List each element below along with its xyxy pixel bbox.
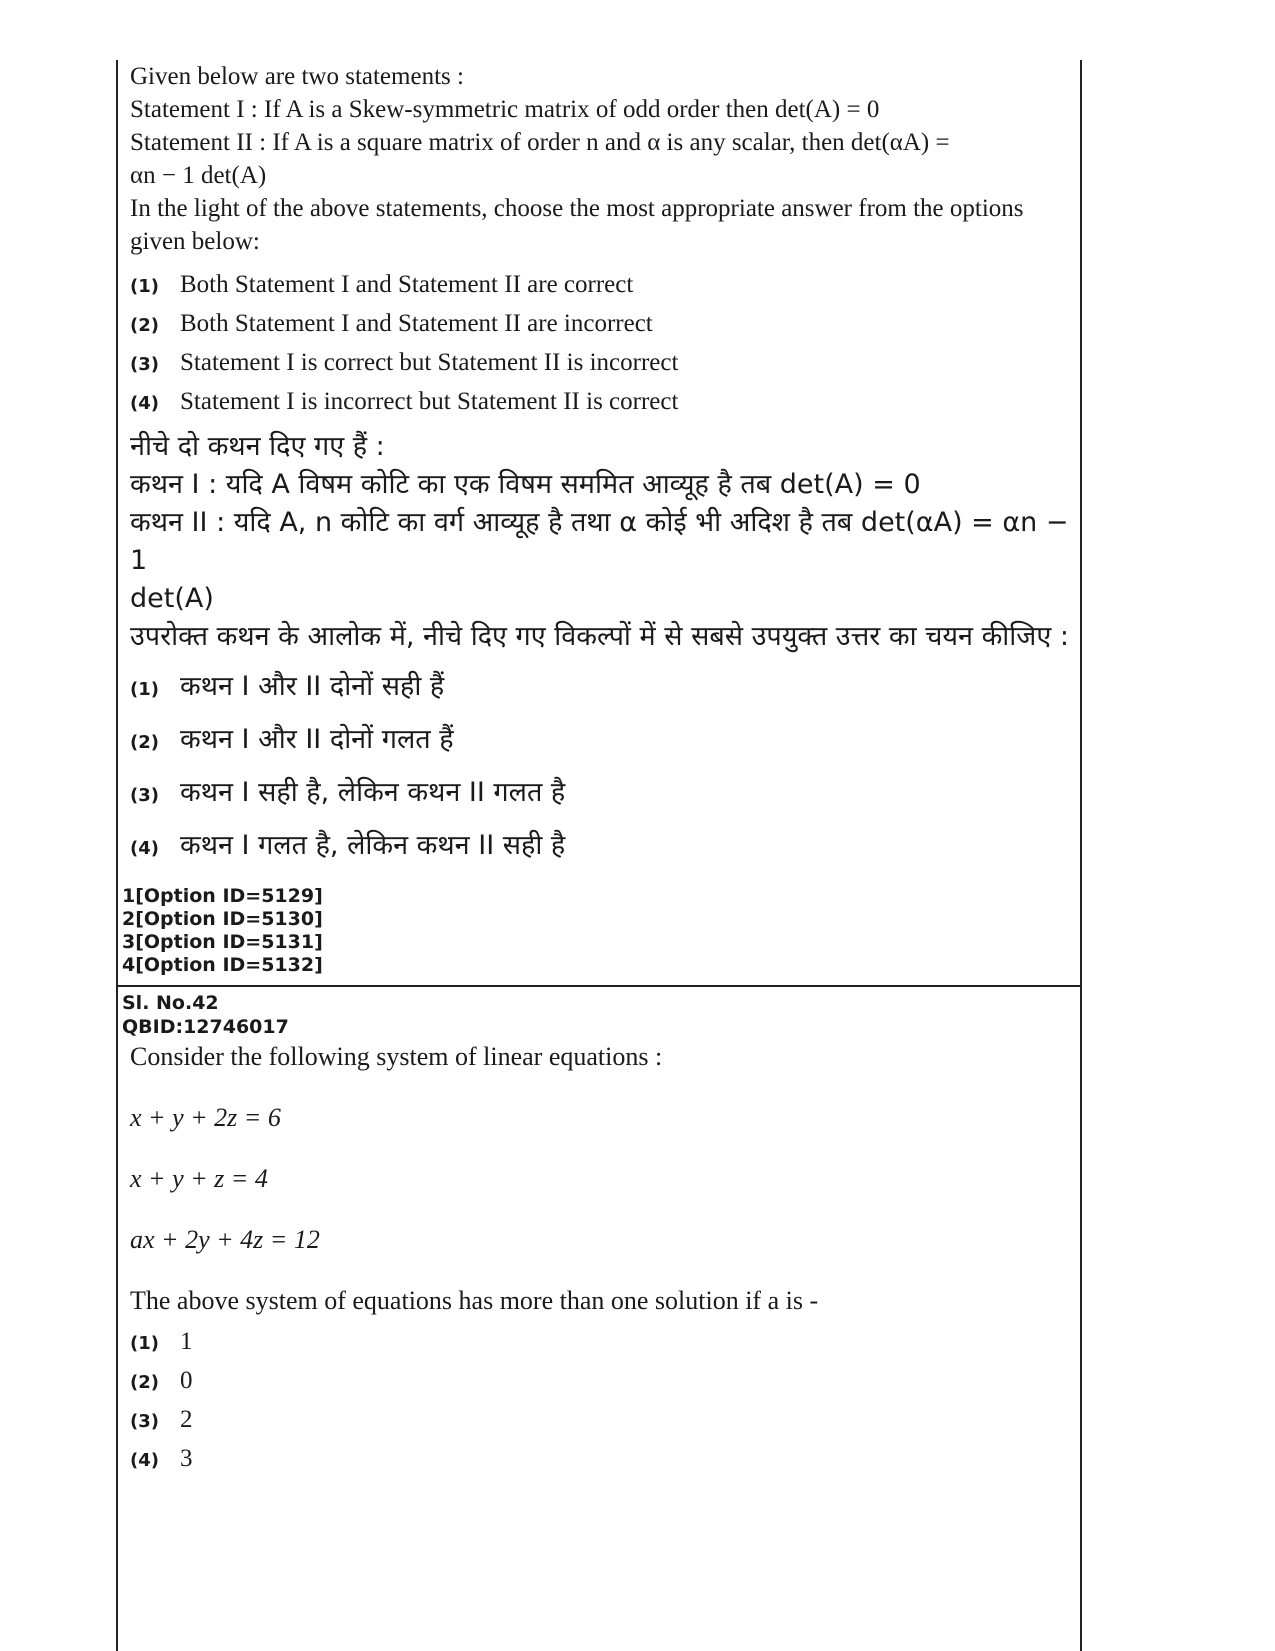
q2-option-4[interactable] (130, 1440, 1070, 1479)
q2-equation-3: ax + 2y + 4z = 12 (130, 1225, 320, 1254)
q1-statement-2-line2: αn − 1 det(A) (130, 162, 267, 189)
option-number: (4) (130, 838, 159, 859)
option-text: Statement I is correct but Statement II is incorrect (180, 349, 679, 376)
q1-hi-option-2[interactable] (130, 715, 1070, 768)
q1-statement-1: Statement I : If A is a Skew-symmetric matrix of odd order then det(A) = 0 (130, 96, 880, 123)
q1-hi-option-4[interactable] (130, 821, 1070, 874)
q2-option-1[interactable] (130, 1323, 1070, 1362)
option-text: Both Statement I and Statement II are correct (180, 271, 634, 298)
option-number: (4) (130, 1450, 159, 1471)
q1-option-4[interactable] (130, 383, 1070, 422)
option-text: कथन I और II दोनों सही हैं (180, 671, 445, 702)
option-text: Both Statement I and Statement II are incorrect (180, 310, 653, 337)
q1-option-1[interactable] (130, 266, 1070, 305)
option-number: (1) (130, 679, 159, 700)
q1-hi-instruction: उपरोक्त कथन के आलोक में, नीचे दिए गए विकल्पों में से सबसे उपयुक्त उत्तर का चयन कीजिए : (130, 621, 1069, 652)
q2-meta (122, 991, 289, 1039)
option-number: (2) (130, 315, 159, 336)
option-text: 3 (180, 1445, 193, 1472)
q2-question: The above system of equations has more than one solution if a is - (130, 1286, 819, 1315)
q2-intro: Consider the following system of linear equations : (130, 1042, 663, 1071)
option-id: 3[Option ID=5131] (122, 931, 323, 953)
option-number: (2) (130, 732, 159, 753)
serial-number: Sl. No.42 (122, 992, 219, 1014)
option-text: 0 (180, 1367, 193, 1394)
q1-option-2[interactable] (130, 305, 1070, 344)
option-number: (2) (130, 1372, 159, 1393)
q1-option-3[interactable] (130, 344, 1070, 383)
option-number: (1) (130, 276, 159, 297)
qbid: QBID:12746017 (122, 1016, 289, 1038)
option-text: कथन I गलत है, लेकिन कथन II सही है (180, 830, 566, 861)
option-text: 2 (180, 1406, 193, 1433)
q2-equation-2: x + y + z = 4 (130, 1164, 268, 1193)
question-42 (130, 1040, 1070, 1479)
option-id: 4[Option ID=5132] (122, 954, 323, 976)
option-number: (3) (130, 785, 159, 806)
option-text: कथन I और II दोनों गलत हैं (180, 724, 454, 755)
q2-option-3[interactable] (130, 1401, 1070, 1440)
option-number: (1) (130, 1333, 159, 1354)
option-text: Statement I is incorrect but Statement II is correct (180, 388, 679, 415)
question-divider (116, 985, 1082, 987)
option-text: कथन I सही है, लेकिन कथन II गलत है (180, 777, 566, 808)
q1-option-ids (122, 885, 323, 977)
question-41 (130, 60, 1070, 874)
option-id: 2[Option ID=5130] (122, 908, 323, 930)
q2-equation-1: x + y + 2z = 6 (130, 1103, 281, 1132)
q1-hi-statement-2-line2: det(A) (130, 583, 214, 614)
q1-intro: Given below are two statements : (130, 63, 464, 90)
option-number: (4) (130, 393, 159, 414)
q1-hi-statement-2-line1: कथन II : यदि A, n कोटि का वर्ग आव्यूह है तथा α कोई भी अदिश है तब det(αA) = αn − 1 (130, 507, 1069, 576)
q1-instruction: In the light of the above statements, choose the most appropriate answer from the options given below: (130, 195, 1024, 255)
option-number: (3) (130, 354, 159, 375)
option-text: 1 (180, 1328, 193, 1355)
q1-hi-intro: नीचे दो कथन दिए गए हैं : (130, 431, 385, 462)
q1-hi-option-3[interactable] (130, 768, 1070, 821)
q1-hi-statement-1: कथन I : यदि A विषम कोटि का एक विषम सममित आव्यूह है तब det(A) = 0 (130, 469, 921, 500)
option-number: (3) (130, 1411, 159, 1432)
q2-option-2[interactable] (130, 1362, 1070, 1401)
option-id: 1[Option ID=5129] (122, 885, 323, 907)
q1-hi-option-1[interactable] (130, 662, 1070, 715)
q1-statement-2-line1: Statement II : If A is a square matrix of order n and α is any scalar, then det(αA) = (130, 129, 950, 156)
